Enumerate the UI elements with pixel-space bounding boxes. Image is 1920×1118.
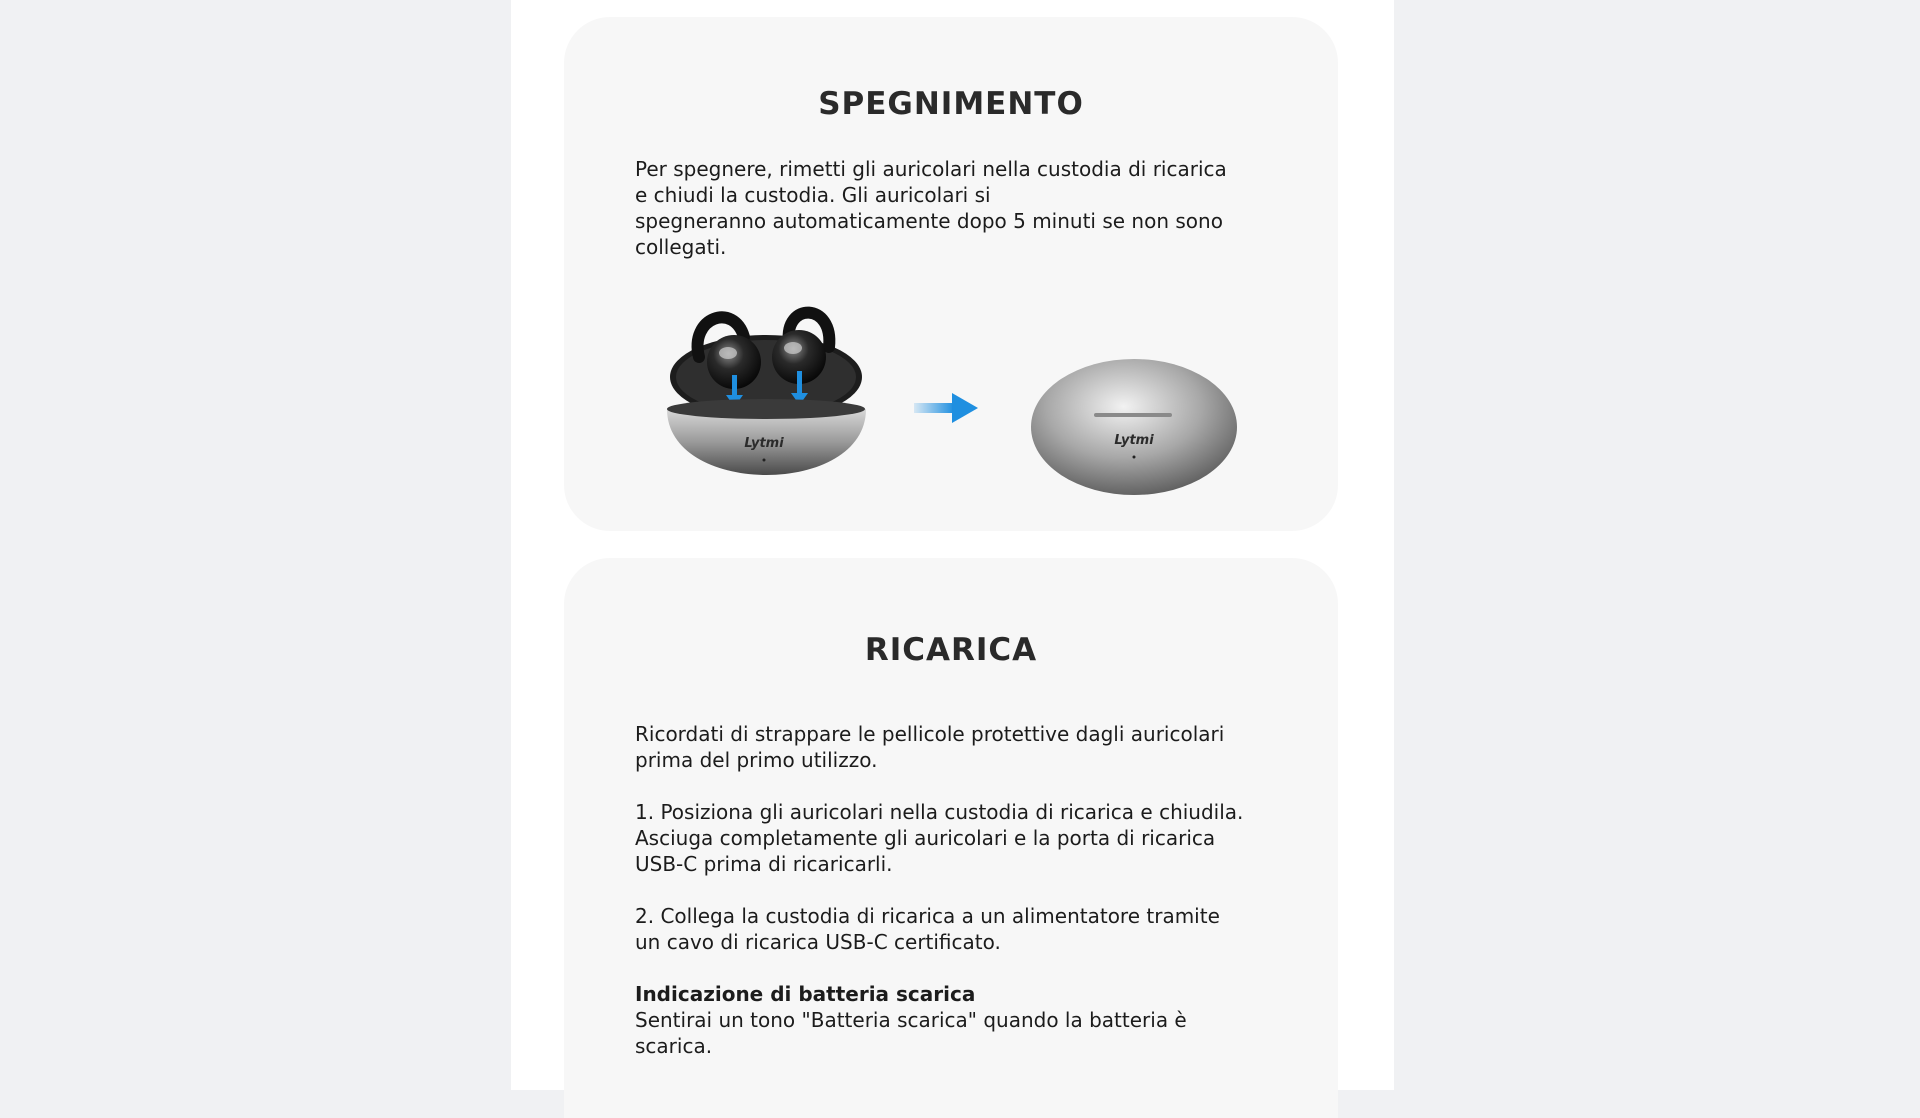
text-line: Per spegnere, rimetti gli auricolari nella custodia di ricarica [635,157,1227,181]
content-column [511,0,1394,1090]
text-line: scarica. [635,1034,713,1058]
right-arrow-icon [914,392,978,424]
text-line: spegneranno automaticamente dopo 5 minuti se non sono [635,209,1223,233]
text-line: USB-C prima di ricaricarli. [635,852,893,876]
section-title: SPEGNIMENTO [818,86,1084,122]
text-line: collegati. [635,235,727,259]
section-title: RICARICA [864,632,1038,668]
text-line: Sentirai un tono "Batteria scarica" quando la batteria è [635,1008,1187,1032]
text-line: un cavo di ricarica USB-C certificato. [635,930,1001,954]
text-line: e chiudi la custodia. Gli auricolari si [635,183,991,207]
step-2-line: 2. Collega la custodia di ricarica a un alimentatore tramite [635,904,1220,928]
brand-logo: Lytmi [1114,433,1154,448]
section-ricarica [564,558,1338,1118]
section-spegnimento [564,17,1338,531]
closed-case-icon [1029,357,1239,497]
section-description [635,156,1285,260]
power-off-illustration [664,297,1284,507]
battery-heading: Indicazione di batteria scarica [635,982,976,1006]
brand-logo: Lytmi [744,436,784,451]
text-line: prima del primo utilizzo. [635,748,878,772]
text-line: Ricordati di strappare le pellicole protettive dagli auricolari [635,722,1225,746]
step-1-line: 1. Posiziona gli auricolari nella custodia di ricarica e chiudila. [635,800,1244,824]
text-line: Asciuga completamente gli auricolari e la porta di ricarica [635,826,1216,850]
section-description [635,721,1285,1059]
earbuds-open-case-icon [664,297,869,497]
